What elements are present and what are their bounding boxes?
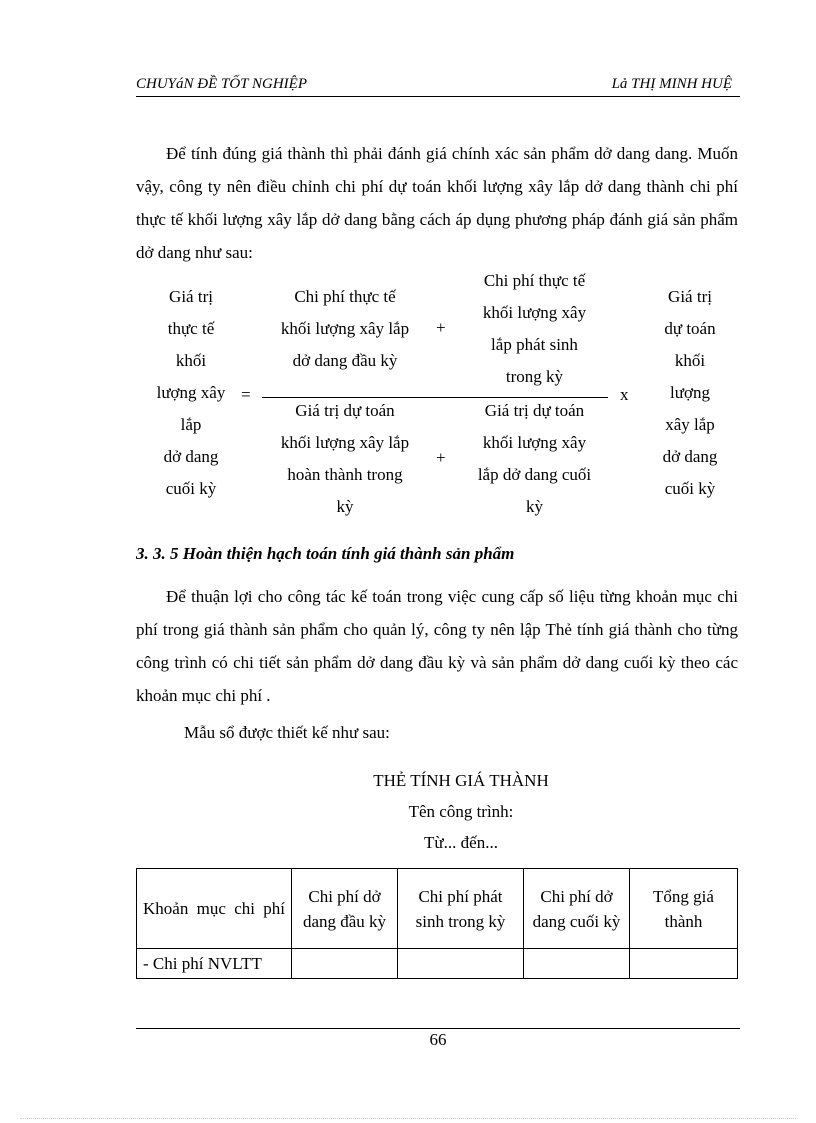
table-cell (398, 949, 524, 979)
card-project: Tên công trình: (408, 802, 514, 821)
formula-lhs-line: thực tế (167, 319, 215, 338)
formula-numerator-b (462, 265, 607, 393)
header-rule (136, 96, 740, 97)
formula-lhs-line: dở dang (163, 447, 219, 466)
formula-times: x (620, 385, 629, 404)
page-header (136, 74, 740, 96)
formula-lhs (136, 281, 246, 505)
form-intro: Mẫu sổ được thiết kế như sau: (184, 723, 390, 742)
header-cell: Chi phí dở dang đầu kỳ (292, 869, 398, 949)
table-header-row (137, 869, 738, 949)
formula-plus-top: + (436, 318, 446, 337)
header-right-author: Lả THỊ MINH HUỆ (611, 76, 732, 92)
formula-text-line: khối lượng xây (482, 433, 587, 452)
formula-rhs-line: xây lắp (665, 415, 715, 434)
formula-rhs (640, 281, 740, 505)
intro-paragraph: Để tính đúng giá thành thì phải đánh giá chính xác sản phẩm dở dang dang. Muốn vậy, công ty nên điều chỉnh chi phí dự toán khối lượng xây lắp dở dang thành chi phí thực tế khối lượng xây lắp dở dang bằng cách áp dụng phương pháp đánh giá sản phẩm dở dang như sau: (136, 144, 738, 262)
formula-text-line: kỳ (336, 497, 354, 516)
formula-text-line: Giá trị dự toán (484, 401, 585, 420)
formula-text-line: lắp phát sinh (491, 335, 578, 354)
formula-lhs-line: cuối kỳ (165, 479, 217, 498)
formula-lhs-line: Giá trị (169, 287, 213, 306)
page-number: 66 (429, 1030, 447, 1049)
formula-text-line: kỳ (526, 497, 543, 516)
section-heading: 3. 3. 5 Hoàn thiện hạch toán tính giá thành sản phẩm (136, 544, 515, 563)
formula-denominator-b (462, 395, 607, 523)
table-cell (524, 949, 630, 979)
table-row (137, 949, 738, 979)
formula-text-line: Giá trị dự toán (295, 401, 395, 420)
formula-text-line: khối lượng xây (482, 303, 587, 322)
formula-lhs-line: lượng xây (156, 383, 226, 402)
formula-text-line: lắp dở dang cuối (477, 465, 592, 484)
formula-text-line: khối lượng xây lắp (280, 319, 410, 338)
formula-rhs-line: dự toán (664, 319, 716, 338)
table-cell (292, 949, 398, 979)
formula-lhs-line: khối (175, 351, 207, 370)
formula-rhs-line: Giá trị (668, 287, 712, 306)
formula-rhs-line: cuối kỳ (664, 479, 716, 498)
formula-text-line: Chi phí thực tế (483, 271, 586, 290)
formula-lhs-line: lắp (180, 415, 202, 434)
formula-numerator-a (262, 281, 428, 377)
header-left-title: CHUYáN ĐỀ TỐT NGHIỆP (136, 76, 307, 92)
cost-card-table (136, 868, 738, 979)
formula-text-line: trong kỳ (505, 367, 564, 386)
card-title: THẺ TÍNH GIÁ THÀNH (373, 771, 549, 790)
header-cell: Tổng giá thành (630, 869, 738, 949)
header-cell: Chi phí phát sinh trong kỳ (398, 869, 524, 949)
formula-text-line: khối lượng xây lắp (280, 433, 410, 452)
header-cell: Chi phí dở dang cuối kỳ (524, 869, 630, 949)
formula-text-line: dở dang đầu kỳ (292, 351, 398, 370)
formula-rhs-line: khối (674, 351, 706, 370)
section-paragraph: Để thuận lợi cho công tác kế toán trong việc cung cấp số liệu từng khoản mục chi phí trong giá thành sản phẩm cho quản lý, công ty nên lập Thẻ tính giá thành cho từng công trình có chi tiết sản phẩm dở dang đầu kỳ và sản phẩm dở dang cuối kỳ theo các khoản mục chi phí . (136, 587, 738, 705)
formula-plus-bottom: + (436, 448, 446, 467)
page-edge-dots (20, 1118, 796, 1119)
table-cell (630, 949, 738, 979)
formula-rhs-line: lượng (670, 383, 710, 402)
formula-text-line: Chi phí thực tế (294, 287, 396, 306)
formula-denominator-a (262, 395, 428, 523)
footer-rule (136, 1028, 740, 1029)
header-cell: Khoản mục chi phí (137, 869, 292, 949)
formula-rhs-line: dở dang (662, 447, 718, 466)
formula-equals: = (241, 385, 251, 404)
row-label: - Chi phí NVLTT (137, 949, 292, 979)
card-period: Từ... đến... (424, 833, 498, 852)
formula-text-line: hoàn thành trong (287, 465, 403, 484)
